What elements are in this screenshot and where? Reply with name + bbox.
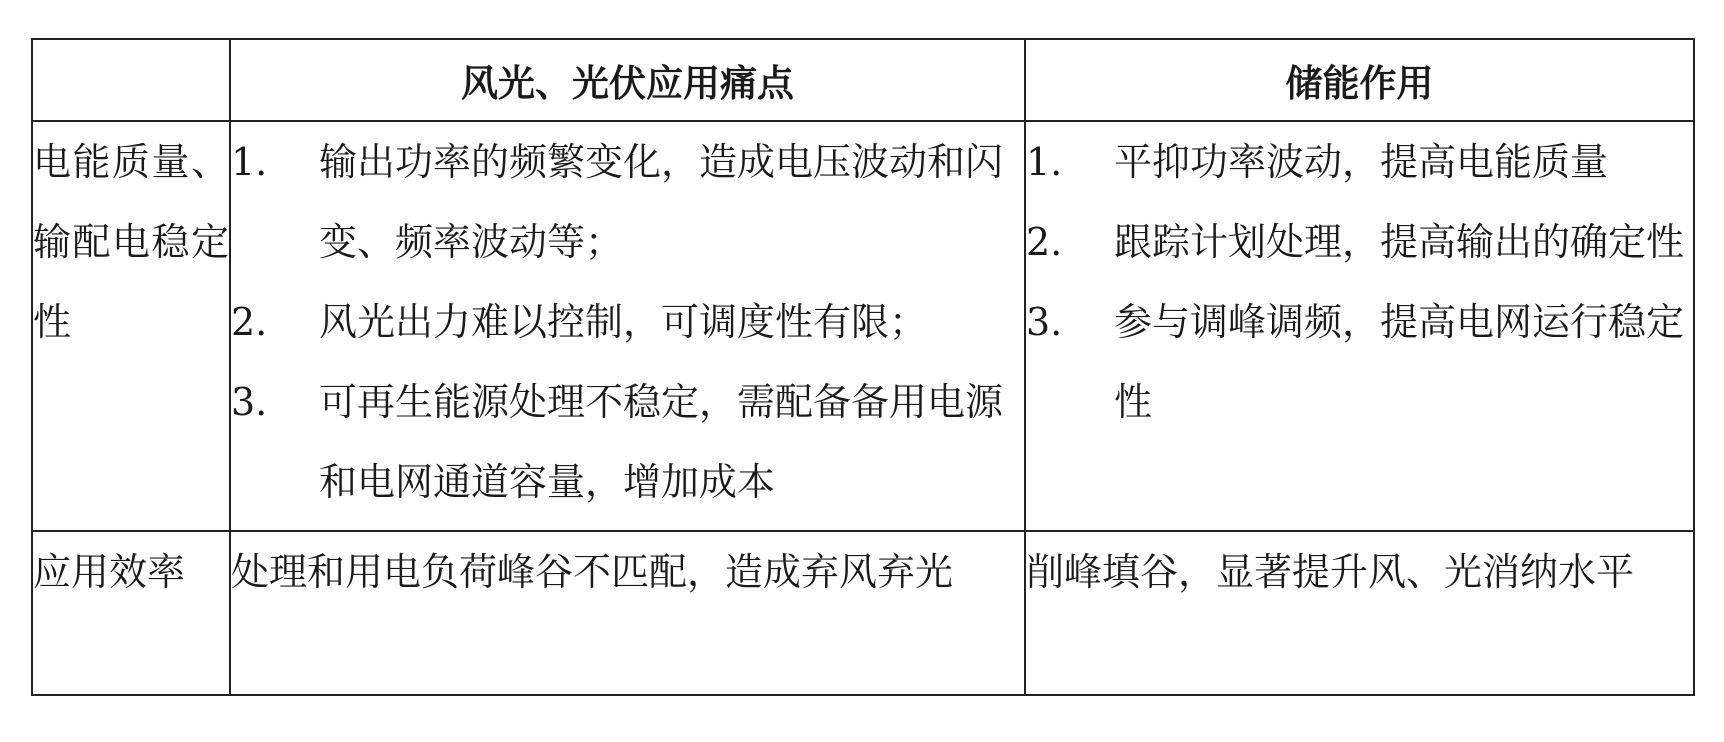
list-item — [1026, 282, 1693, 442]
list-text: 风光出力难以控制，可调度性有限； — [319, 300, 928, 344]
list-text: 输出功率的频繁变化，造成电压波动和闪变、频率波动等； — [319, 140, 1004, 264]
row-label-power-quality: 电能质量、输配电稳定性 — [32, 121, 230, 531]
list-item — [1026, 122, 1693, 202]
list-item — [231, 282, 1024, 362]
comparison-table — [31, 38, 1695, 696]
header-cell-storage-role: 储能作用 — [1025, 39, 1694, 121]
list-number: 2. — [231, 300, 268, 344]
list-text: 跟踪计划处理，提高输出的确定性 — [1114, 220, 1685, 264]
table-row — [32, 531, 1694, 695]
header-cell-empty — [32, 39, 230, 121]
storage-roles-list — [1025, 121, 1694, 531]
table-row — [32, 121, 1694, 531]
header-cell-pain-points: 风光、光伏应用痛点 — [230, 39, 1025, 121]
list-number: 1. — [1026, 140, 1063, 184]
list-number: 1. — [231, 140, 268, 184]
header-row — [32, 39, 1694, 121]
pain-text-cell: 处理和用电负荷峰谷不匹配，造成弃风弃光 — [230, 531, 1025, 695]
storage-text-cell: 削峰填谷，显著提升风、光消纳水平 — [1025, 531, 1694, 695]
list-item — [231, 122, 1024, 282]
list-text: 平抑功率波动，提高电能质量 — [1114, 140, 1609, 184]
row-label-efficiency: 应用效率 — [32, 531, 230, 695]
list-item — [231, 362, 1024, 522]
list-number: 3. — [231, 380, 268, 424]
list-text: 可再生能源处理不稳定，需配备备用电源和电网通道容量，增加成本 — [319, 380, 1004, 504]
list-number: 2. — [1026, 220, 1063, 264]
pain-points-list — [230, 121, 1025, 531]
list-item — [1026, 202, 1693, 282]
list-number: 3. — [1026, 300, 1063, 344]
list-text: 参与调峰调频，提高电网运行稳定性 — [1114, 300, 1685, 424]
